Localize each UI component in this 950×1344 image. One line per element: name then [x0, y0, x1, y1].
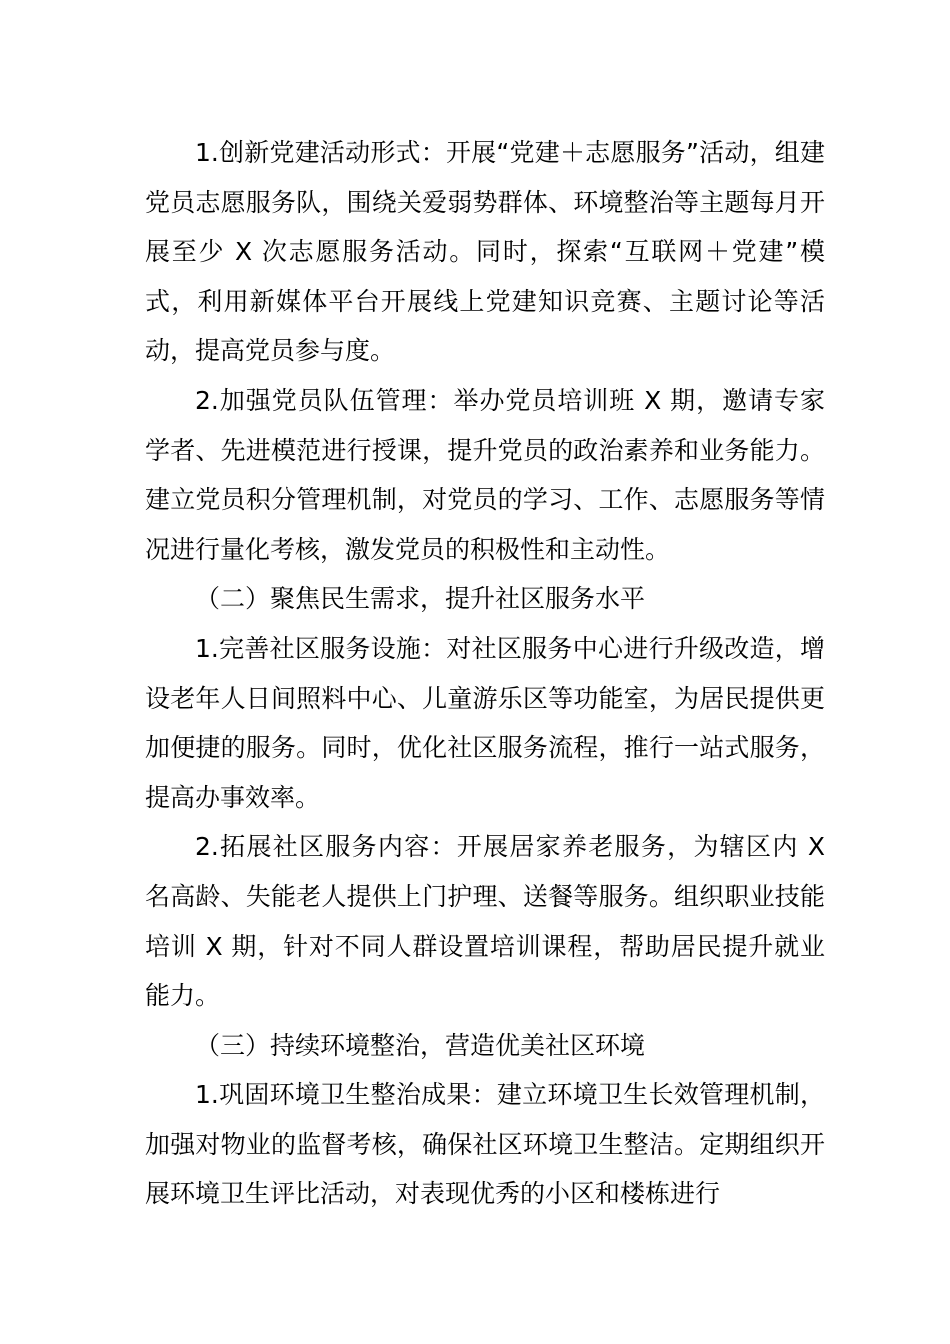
paragraph-party-activity-innovation: 1.创新党建活动形式：开展“党建＋志愿服务”活动，组建党员志愿服务队，围绕关爱弱势群体、环境整治等主题每月开展至少 X 次志愿服务活动。同时，探索“互联网＋党建”模式，利用新媒体平台开展线上党建知识竞赛、主题讨论等活动，提高党员参与度。 — [145, 138, 825, 366]
paragraph-party-member-management: 2.加强党员队伍管理：举办党员培训班 X 期，邀请专家学者、先进模范进行授课，提升党员的政治素养和业务能力。建立党员积分管理机制，对党员的学习、工作、志愿服务等情况进行量化考核，激发党员的积极性和主动性。 — [145, 385, 825, 564]
paragraph-environment-sanitation: 1.巩固环境卫生整治成果：建立环境卫生长效管理机制，加强对物业的监督考核，确保社区环境卫生整洁。定期组织开展环境卫生评比活动，对表现优秀的小区和楼栋进行 — [145, 1080, 825, 1209]
section-heading-livelihood-services: （二）聚焦民生需求，提升社区服务水平 — [195, 584, 646, 614]
paragraph-service-facilities: 1.完善社区服务设施：对社区服务中心进行升级改造，增设老年人日间照料中心、儿童游乐区等功能室，为居民提供更加便捷的服务。同时，优化社区服务流程，推行一站式服务，提高办事效率。 — [145, 633, 825, 812]
section-heading-environment: （三）持续环境整治，营造优美社区环境 — [195, 1030, 646, 1060]
document-body — [145, 128, 825, 1219]
paragraph-service-content: 2.拓展社区服务内容：开展居家养老服务，为辖区内 X 名高龄、失能老人提供上门护理、送餐等服务。组织职业技能培训 X 期，针对不同人群设置培训课程，帮助居民提升就业能力。 — [145, 832, 825, 1011]
